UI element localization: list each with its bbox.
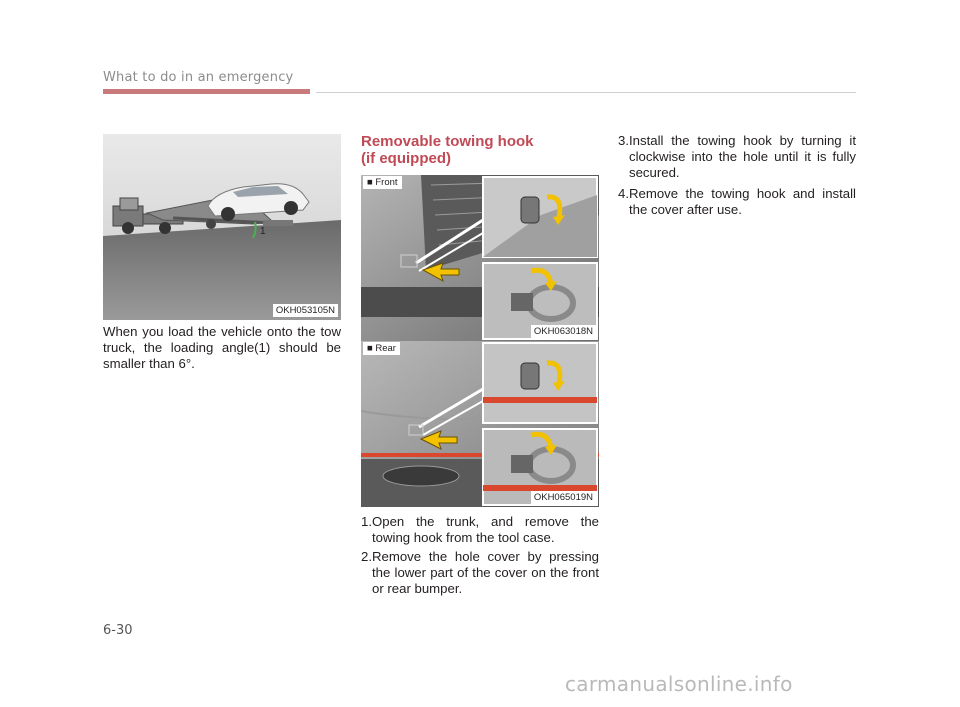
section-title bbox=[361, 133, 534, 167]
tow-truck-illustration bbox=[103, 134, 341, 320]
loading-angle-paragraph: When you load the vehicle onto the tow truck, the loading angle(1) should be smaller than 6°. bbox=[103, 324, 341, 371]
front-tag: ■ Front bbox=[363, 176, 402, 189]
front-figure-code: OKH063018N bbox=[531, 325, 596, 338]
step-3 bbox=[618, 133, 856, 181]
rear-figure-code: OKH065019N bbox=[531, 491, 596, 504]
step-number: 4. bbox=[618, 186, 629, 201]
rear-figure bbox=[361, 341, 599, 507]
watermark: carmanualsonline.info bbox=[565, 672, 793, 696]
step-text: Remove the hole cover by pressing the lower part of the cover on the front or rear bumper. bbox=[372, 549, 599, 596]
page-number: 6-30 bbox=[103, 623, 133, 638]
step-4 bbox=[618, 186, 856, 218]
section-title-line2: (if equipped) bbox=[361, 150, 451, 167]
header-rule-accent bbox=[103, 89, 310, 94]
figure-code: OKH053105N bbox=[273, 304, 338, 317]
step-text: Remove the towing hook and install the cover after use. bbox=[629, 186, 856, 217]
step-number: 2. bbox=[361, 549, 372, 564]
section-title-line1: Removable towing hook bbox=[361, 133, 534, 150]
rear-tag: ■ Rear bbox=[363, 342, 400, 355]
rear-bumper-illustration bbox=[361, 341, 599, 507]
step-text: Install the towing hook by turning it clockwise into the hole until it is fully secured. bbox=[629, 133, 856, 180]
step-text: Open the trunk, and remove the towing hook from the tool case. bbox=[372, 514, 599, 545]
front-bumper-illustration bbox=[361, 175, 599, 341]
step-2 bbox=[361, 549, 599, 597]
header-rule-line bbox=[316, 92, 856, 93]
tow-truck-figure bbox=[103, 134, 341, 320]
step-number: 3. bbox=[618, 133, 629, 148]
angle-label: 1 bbox=[260, 226, 266, 237]
step-1 bbox=[361, 514, 599, 546]
header-title: What to do in an emergency bbox=[103, 70, 294, 85]
step-number: 1. bbox=[361, 514, 372, 529]
front-figure bbox=[361, 175, 599, 341]
